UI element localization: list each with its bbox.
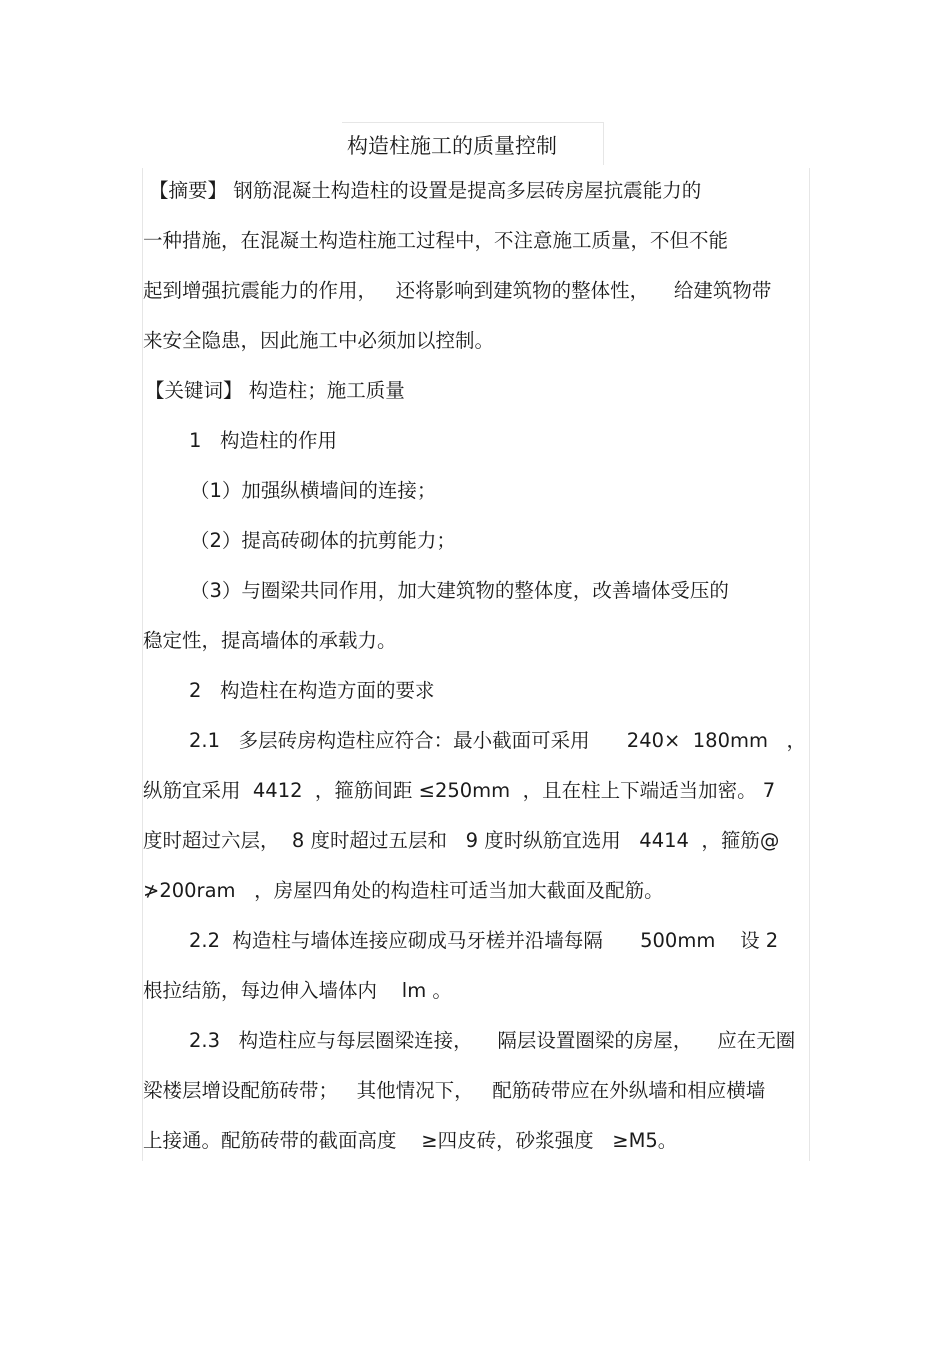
list-item-3-cont: 稳定性，提高墙体的承载力。 [143,629,397,652]
abstract-line-3: 起到增强抗震能力的作用， 还将影响到建筑物的整体性， 给建筑物带 [143,279,772,302]
paragraph-2-3-line-1: 2.3 构造柱应与每层圈梁连接， 隔层设置圈梁的房屋， 应在无圈 [189,1029,796,1052]
paragraph-2-1-line-4: ≯200ram ，房屋四角处的构造柱可适当加大截面及配筋。 [143,879,664,902]
keywords-line: 【关键词】 构造柱；施工质量 [145,379,405,402]
paragraph-2-1-line-3: 度时超过六层， 8 度时超过五层和 9 度时纵筋宜选用 4414 ，箍筋@ [143,829,780,852]
paragraph-2-3-line-2: 梁楼层增设配筋砖带； 其他情况下， 配筋砖带应在外纵墙和相应横墙 [143,1079,766,1102]
paragraph-2-1-line-2: 纵筋宜采用 4412 ，箍筋间距 ≤250mm ，且在柱上下端适当加密。 7 [143,779,776,802]
section-1-heading: 1 构造柱的作用 [189,429,338,452]
abstract-line-1: 【摘要】 钢筋混凝土构造柱的设置是提高多层砖房屋抗震能力的 [149,179,702,202]
list-item-3: （3）与圈梁共同作用，加大建筑物的整体度，改善墙体受压的 [190,579,729,602]
document-title: 构造柱施工的质量控制 [347,134,557,158]
paragraph-2-2-line-2: 根拉结筋，每边伸入墙体内 lm 。 [143,979,452,1002]
abstract-line-2: 一种措施，在混凝土构造柱施工过程中，不注意施工质量，不但不能 [143,229,729,252]
paragraph-2-2-line-1: 2.2 构造柱与墙体连接应砌成马牙槎并沿墙每隔 500mm 设 2 [189,929,779,952]
paragraph-2-1-line-1: 2.1 多层砖房构造柱应符合：最小截面可采用 240× 180mm ， [189,729,807,752]
abstract-line-4: 来安全隐患，因此施工中必须加以控制。 [143,329,495,352]
paragraph-2-3-line-3: 上接通。配筋砖带的截面高度 ≥四皮砖，砂浆强度 ≥M5。 [143,1129,678,1152]
list-item-1: （1）加强纵横墙间的连接； [190,479,437,502]
content-frame [142,168,810,1161]
section-2-heading: 2 构造柱在构造方面的要求 [189,679,435,702]
list-item-2: （2）提高砖砌体的抗剪能力； [190,529,456,552]
